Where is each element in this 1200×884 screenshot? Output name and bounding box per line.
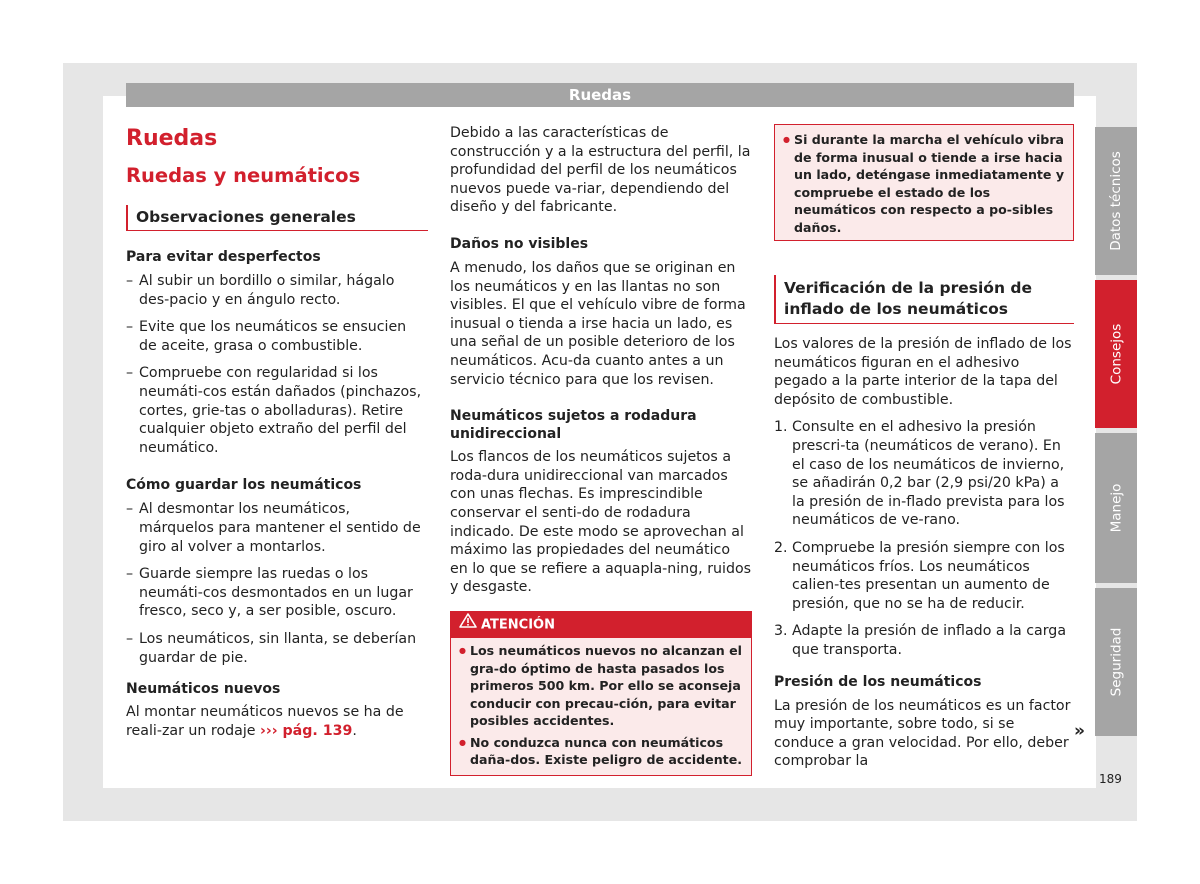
- warning-title: ATENCIÓN: [481, 617, 555, 633]
- paragraph-intro: Debido a las características de construcción y a la estructura del perfil, la profundidad del perfil de los neumáticos nuevos puede va-riar, dependiendo del diseño y del fabricante.: [450, 125, 751, 216]
- heading-new-tyres: Neumáticos nuevos: [126, 681, 281, 698]
- warning-body: [775, 125, 1073, 240]
- side-tab-label: Seguridad: [1108, 627, 1124, 697]
- list-item: – Al subir un bordillo o similar, hágalo des-pacio y en ángulo recto.: [126, 272, 428, 309]
- chapter-title: Ruedas: [126, 126, 218, 151]
- side-tab-label: Consejos: [1108, 323, 1124, 385]
- warning-header: [451, 612, 751, 639]
- list-item: 1. Consulte en el adhesivo la presión prescri-ta (neumáticos de verano). En el caso de los neumáticos de invierno, se añadirán 0,2 bar (2,9 psi/20 kPa) a la presión de in-flado prevista para los neumáticos de ve-rano.: [774, 419, 1065, 529]
- side-tab-consejos[interactable]: [1095, 280, 1137, 428]
- list-item: – Guarde siempre las ruedas o los neumáti-cos desmontados en un lugar fresco, seco y, a ser posible, oscuro.: [126, 565, 428, 621]
- warning-item: ● Si durante la marcha el vehículo vibra de forma inusual o tiende a irse hacia un lado, deténgase inmediatamente y compruebe el estado de los neumáticos con respecto a po-sibles daños.: [783, 131, 1065, 236]
- list-item: – Al desmontar los neumáticos, márquelos para mantener el sentido de giro al volver a montarlos.: [126, 500, 428, 556]
- column-3: [774, 124, 1074, 771]
- list-item: 2. Compruebe la presión siempre con los neumáticos fríos. Los neumáticos calien-tes presentan un aumento de presión, que no se ha de reducir.: [774, 539, 1065, 612]
- subsection-heading: Verificación de la presión de inflado de los neumáticos: [774, 275, 1074, 324]
- heading-tyre-pressure: Presión de los neumáticos: [774, 673, 982, 690]
- side-tab-seguridad[interactable]: [1095, 588, 1137, 736]
- paragraph-new-tyres: Al montar neumáticos nuevos se ha de reali-zar un rodaje ››› pág. 139.: [126, 704, 404, 739]
- heading-hidden-damage: Daños no visibles: [450, 235, 589, 252]
- list-item: – Los neumáticos, sin llanta, se deberían guardar de pie.: [126, 630, 428, 667]
- running-header: Ruedas: [126, 83, 1074, 107]
- continued-arrow-icon: »: [1074, 721, 1085, 741]
- warning-item: ● No conduzca nunca con neumáticos daña-dos. Existe peligro de accidente.: [459, 734, 743, 769]
- heading-storage: Cómo guardar los neumáticos: [126, 477, 362, 494]
- page-reference-link[interactable]: ››› pág. 139: [260, 722, 353, 739]
- warning-body: [451, 638, 751, 775]
- page-number: 189: [1099, 772, 1122, 786]
- list-item: 3. Adapte la presión de inflado a la carga que transporta.: [774, 623, 1067, 658]
- subsection-heading: Observaciones generales: [126, 205, 428, 231]
- warning-box: [450, 611, 752, 776]
- column-1: [126, 124, 428, 740]
- warning-box-continued: [774, 124, 1074, 241]
- section-title: Ruedas y neumáticos: [126, 164, 361, 187]
- warning-item: ● Los neumáticos nuevos no alcanzan el gra-do óptimo de hasta pasados los primeros 500 km. Por ello se aconseja conducir con precau-ción, para evitar posibles accidentes.: [459, 642, 743, 730]
- paragraph-pressure-intro: Los valores de la presión de inflado de los neumáticos figuran en el adhesivo pegado a la parte interior de la tapa del depósito de combustible.: [774, 336, 1072, 408]
- side-tab-datos-tecnicos[interactable]: [1095, 127, 1137, 275]
- warning-triangle-icon: [459, 612, 477, 638]
- paragraph-hidden-damage: A menudo, los daños que se originan en los neumáticos y en las llantas no son visibles. El que el vehículo vibre de forma inusual o tienda a irse hacia un lado, es una señal de un posible deterioro de los neumáticos. Acu-da cuanto antes a un servicio técnico para que los revisen.: [450, 259, 746, 388]
- side-tab-label: Datos técnicos: [1108, 151, 1124, 251]
- paragraph-unidirectional: Los flancos de los neumáticos sujetos a roda-dura unidireccional van marcados con unas flechas. Es imprescindible conservar el senti-do de rodadura indicado. De este modo se aprovechan al máximo las propiedades del neumático en lo que se refiere a aquapla-ning, ruidos y desgaste.: [450, 449, 752, 596]
- list-item: – Evite que los neumáticos se ensucien de aceite, grasa o combustible.: [126, 318, 428, 355]
- list-item: – Compruebe con regularidad si los neumáti-cos están dañados (pinchazos, cortes, grie-tas o abolladuras). Retire cualquier objeto extraño del perfil del neumático.: [126, 364, 428, 457]
- side-tab-manejo[interactable]: [1095, 433, 1137, 583]
- heading-avoid-damage: Para evitar desperfectos: [126, 249, 321, 265]
- heading-unidirectional: Neumáticos sujetos a rodadura unidireccional: [450, 408, 697, 443]
- side-tab-label: Manejo: [1108, 483, 1125, 533]
- column-2: [450, 124, 752, 776]
- paragraph-tyre-pressure: La presión de los neumáticos es un factor muy importante, sobre todo, si se conduce a gran velocidad. Por ello, deber comprobar la: [774, 697, 1071, 770]
